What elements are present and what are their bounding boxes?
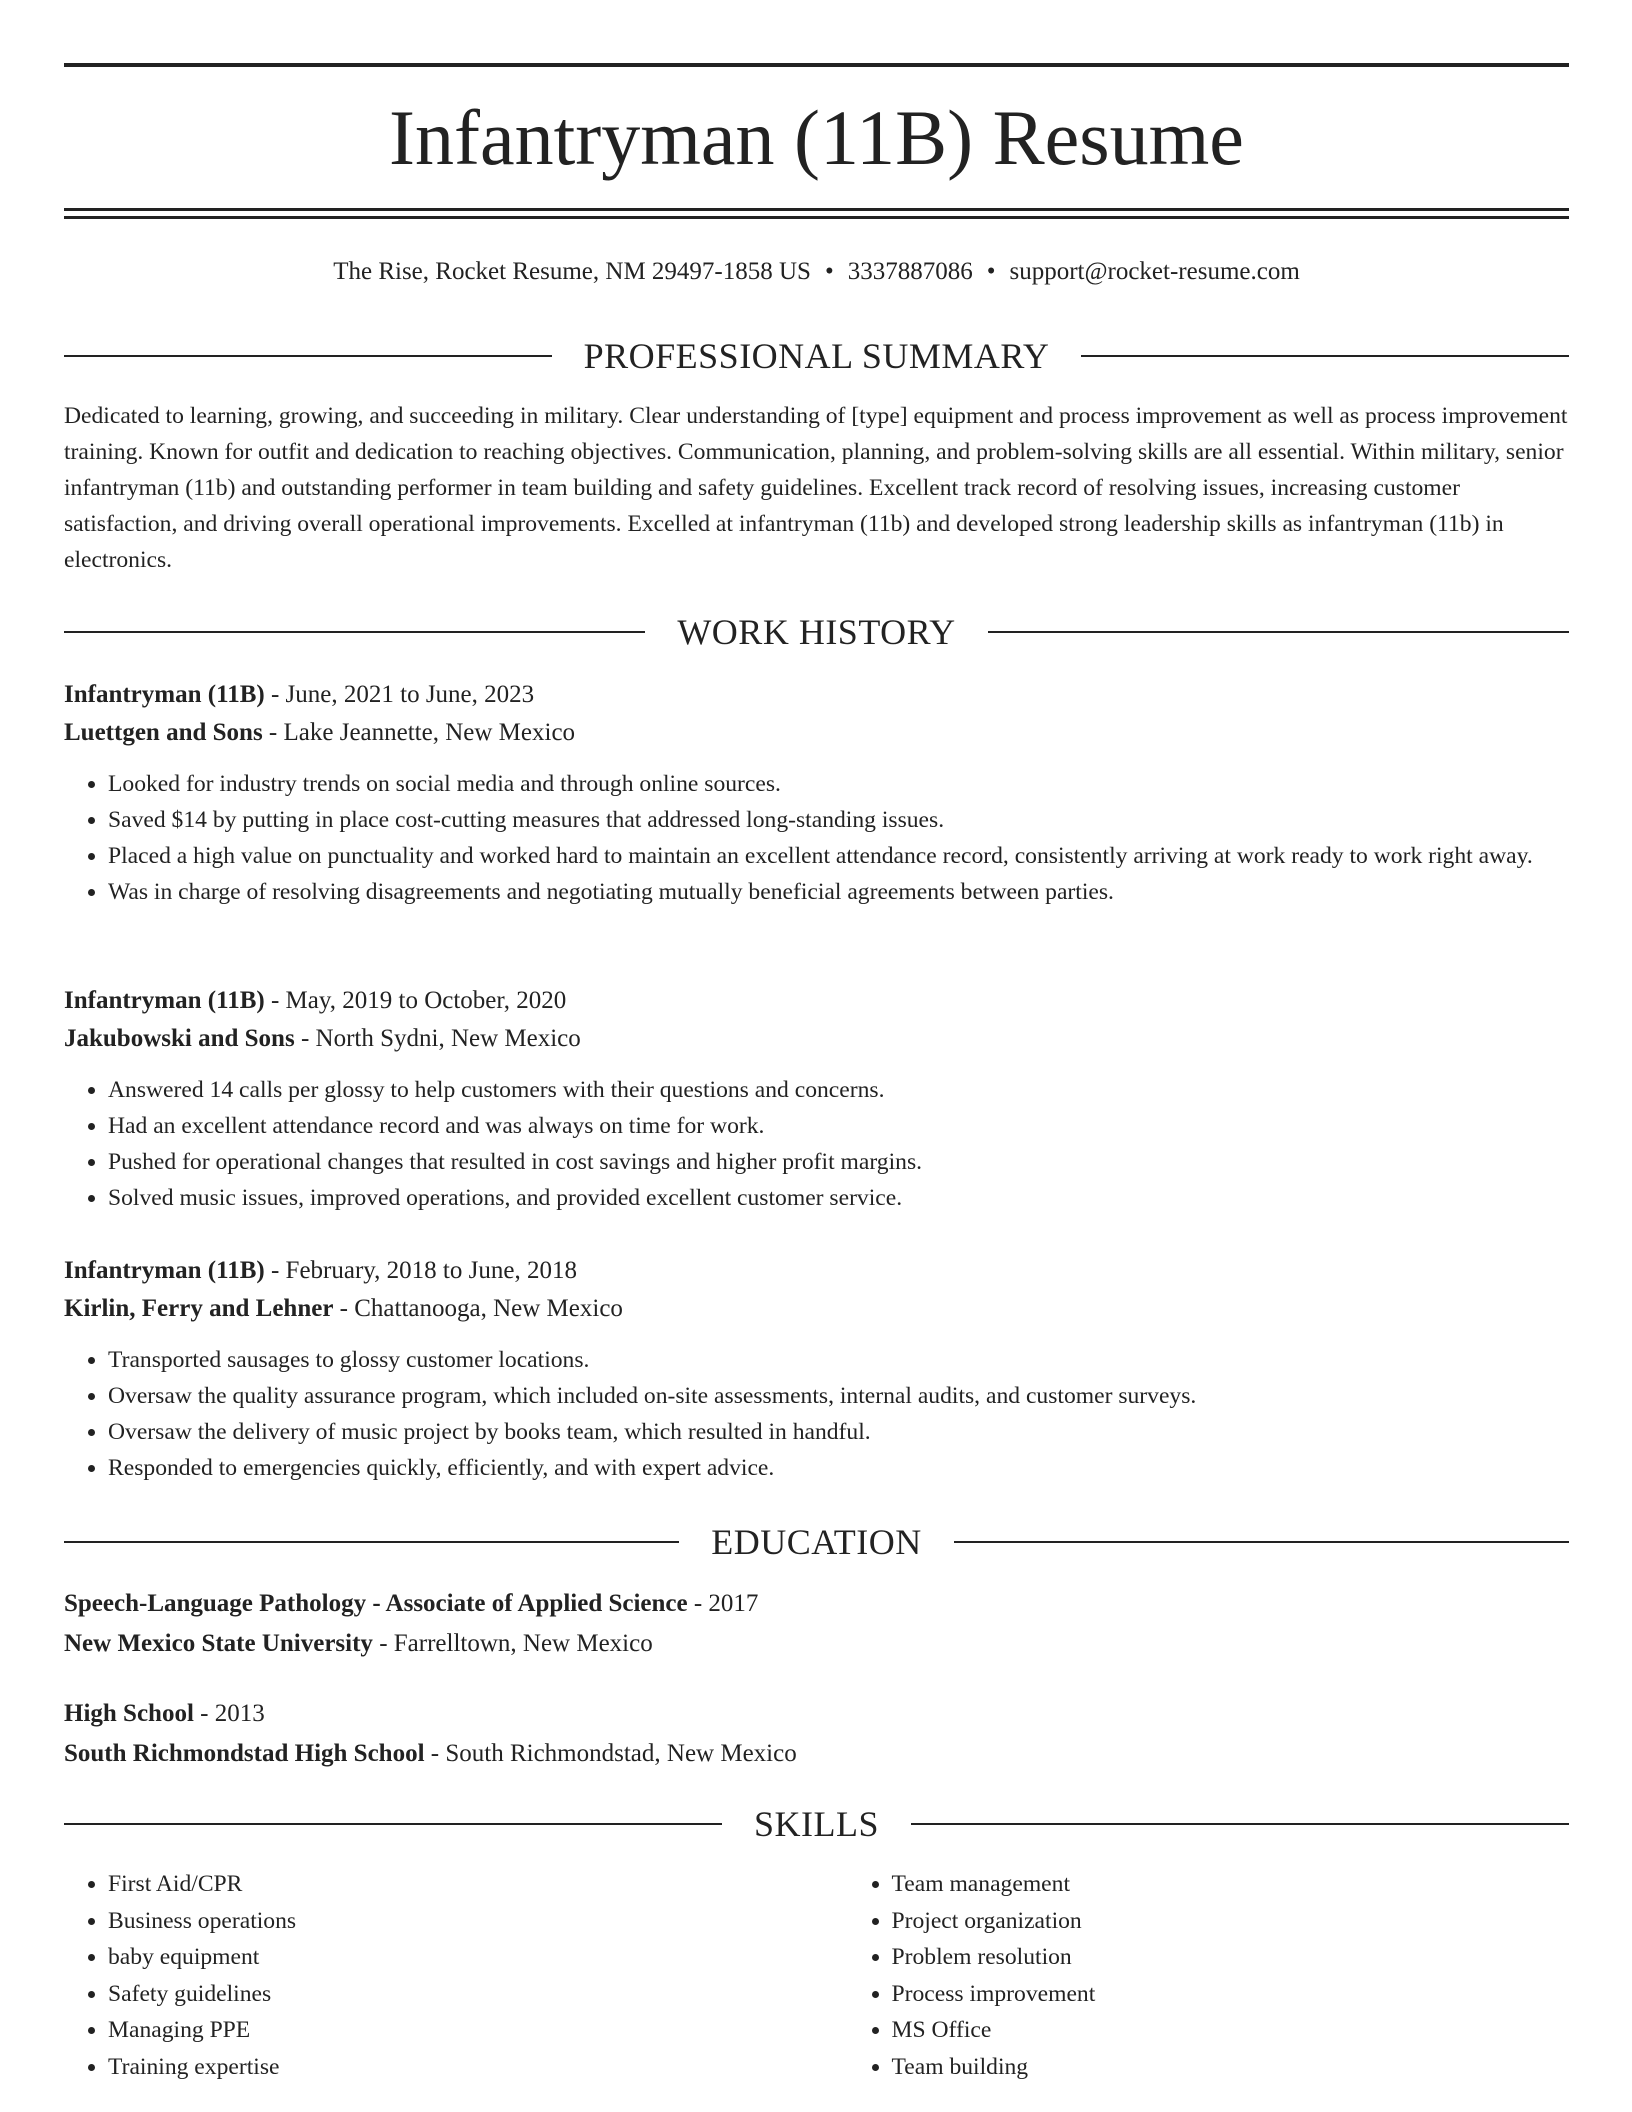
education-year: - 2017 bbox=[687, 1590, 759, 1617]
job-title: Infantryman (11B) bbox=[64, 987, 265, 1014]
skill-item: • Team building bbox=[892, 2049, 1570, 2086]
job-title: Infantryman (11B) bbox=[64, 1257, 265, 1284]
skill-item: • Process improvement bbox=[892, 1976, 1570, 2013]
skill-item: • Problem resolution bbox=[892, 1939, 1570, 1976]
job-entry bbox=[64, 1252, 1569, 1486]
education-degree-line bbox=[64, 1584, 1569, 1624]
job-dates: - February, 2018 to June, 2018 bbox=[264, 1257, 577, 1284]
skills-column-left bbox=[64, 1866, 786, 2085]
job-bullets bbox=[64, 1342, 1569, 1486]
section-rule bbox=[988, 631, 1569, 633]
skills-list bbox=[64, 1866, 1569, 2085]
skills-column-right bbox=[786, 1866, 1570, 2085]
section-rule bbox=[1081, 355, 1569, 357]
job-entry bbox=[64, 676, 1569, 910]
skill-item: • Managing PPE bbox=[108, 2012, 786, 2049]
education-school-line bbox=[64, 1734, 1569, 1774]
job-company-line bbox=[64, 1020, 1569, 1058]
section-rule bbox=[64, 355, 552, 357]
job-bullet: • Solved music issues, improved operations, and provided excellent customer service. bbox=[108, 1180, 1569, 1216]
education-degree: Speech-Language Pathology - Associate of Applied Science bbox=[64, 1590, 688, 1617]
skill-item: • Safety guidelines bbox=[108, 1976, 786, 2013]
job-company-line bbox=[64, 714, 1569, 752]
job-location: - North Sydni, New Mexico bbox=[294, 1025, 581, 1052]
section-rule bbox=[64, 1541, 679, 1543]
job-bullet: • Responded to emergencies quickly, efficiently, and with expert advice. bbox=[108, 1450, 1569, 1486]
job-bullets bbox=[64, 766, 1569, 910]
education-entry bbox=[64, 1584, 1569, 1664]
job-bullet: • Oversaw the quality assurance program, which included on-site assessments, internal audits, and customer surveys. bbox=[108, 1378, 1569, 1414]
education-degree-line bbox=[64, 1694, 1569, 1734]
section-header-education bbox=[64, 1520, 1569, 1564]
skill-item: • Team management bbox=[892, 1866, 1570, 1903]
job-title: Infantryman (11B) bbox=[64, 681, 265, 708]
education-school: New Mexico State University bbox=[64, 1630, 373, 1657]
section-title-skills: SKILLS bbox=[754, 1804, 880, 1844]
job-bullet: • Placed a high value on punctuality and worked hard to maintain an excellent attendance record, consistently arriving at work ready to work right away. bbox=[108, 838, 1569, 874]
job-company: Luettgen and Sons bbox=[64, 719, 263, 746]
contact-separator: • bbox=[986, 258, 996, 285]
job-location: - Lake Jeannette, New Mexico bbox=[262, 719, 576, 746]
section-title-education: EDUCATION bbox=[711, 1522, 922, 1562]
skill-item: • Business operations bbox=[108, 1903, 786, 1940]
job-bullet: • Saved $14 by putting in place cost-cutting measures that addressed long-standing issues. bbox=[108, 802, 1569, 838]
title-rule-upper bbox=[64, 208, 1569, 211]
section-rule bbox=[911, 1823, 1569, 1825]
contact-line bbox=[64, 254, 1569, 290]
skill-item: • baby equipment bbox=[108, 1939, 786, 1976]
job-company-line bbox=[64, 1290, 1569, 1328]
education-location: - Farrelltown, New Mexico bbox=[372, 1630, 653, 1657]
title-rule-lower bbox=[64, 216, 1569, 219]
education-year: - 2013 bbox=[193, 1700, 265, 1727]
top-rule bbox=[64, 63, 1569, 67]
summary-text: Dedicated to learning, growing, and succeeding in military. Clear understanding of [type] equipment and process improvement as well as process improvement training. Known for outfit and dedication to reaching objectives. Communication, planning, and problem-solving skills are all essential. Within military, senior infantryman (11b) and outstanding performer in team building and safety guidelines. Excellent track record of resolving issues, increasing customer satisfaction, and driving overall operational improvements. Excelled at infantryman (11b) and developed strong leadership skills as infantryman (11b) in electronics. bbox=[64, 403, 1568, 573]
job-title-line bbox=[64, 676, 1569, 714]
section-title-work: WORK HISTORY bbox=[677, 612, 956, 652]
job-bullet: • Looked for industry trends on social media and through online sources. bbox=[108, 766, 1569, 802]
contact-phone: 3337887086 bbox=[847, 258, 973, 285]
job-bullets bbox=[64, 1072, 1569, 1216]
section-title-summary: PROFESSIONAL SUMMARY bbox=[583, 336, 1050, 376]
skill-item: • First Aid/CPR bbox=[108, 1866, 786, 1903]
job-dates: - May, 2019 to October, 2020 bbox=[264, 987, 567, 1014]
job-company: Jakubowski and Sons bbox=[64, 1025, 295, 1052]
section-rule bbox=[64, 631, 645, 633]
education-entry bbox=[64, 1694, 1569, 1774]
education-location: - South Richmondstad, New Mexico bbox=[424, 1740, 797, 1767]
contact-email: support@rocket-resume.com bbox=[1009, 258, 1300, 285]
education-school: South Richmondstad High School bbox=[64, 1740, 425, 1767]
job-title-line bbox=[64, 1252, 1569, 1290]
job-bullet: • Was in charge of resolving disagreements and negotiating mutually beneficial agreements between parties. bbox=[108, 874, 1569, 910]
job-dates: - June, 2021 to June, 2023 bbox=[264, 681, 535, 708]
job-title-line bbox=[64, 982, 1569, 1020]
resume-title: Infantryman (11B) Resume bbox=[389, 94, 1244, 181]
job-bullet: • Answered 14 calls per glossy to help customers with their questions and concerns. bbox=[108, 1072, 1569, 1108]
job-company: Kirlin, Ferry and Lehner bbox=[64, 1295, 334, 1322]
section-header-summary bbox=[64, 334, 1569, 378]
job-entry bbox=[64, 982, 1569, 1216]
skill-item: • MS Office bbox=[892, 2012, 1570, 2049]
skill-item: • Project organization bbox=[892, 1903, 1570, 1940]
section-rule bbox=[64, 1823, 722, 1825]
education-school-line bbox=[64, 1624, 1569, 1664]
skill-item: • Training expertise bbox=[108, 2049, 786, 2086]
job-bullet: • Transported sausages to glossy customer locations. bbox=[108, 1342, 1569, 1378]
job-bullet: • Oversaw the delivery of music project by books team, which resulted in handful. bbox=[108, 1414, 1569, 1450]
section-header-work bbox=[64, 610, 1569, 654]
job-bullet: • Pushed for operational changes that resulted in cost savings and higher profit margins. bbox=[108, 1144, 1569, 1180]
section-header-skills bbox=[64, 1802, 1569, 1846]
contact-address: The Rise, Rocket Resume, NM 29497-1858 US bbox=[333, 258, 811, 285]
contact-separator: • bbox=[824, 258, 834, 285]
job-bullet: • Had an excellent attendance record and was always on time for work. bbox=[108, 1108, 1569, 1144]
education-degree: High School bbox=[64, 1700, 194, 1727]
job-location: - Chattanooga, New Mexico bbox=[333, 1295, 623, 1322]
section-rule bbox=[954, 1541, 1569, 1543]
